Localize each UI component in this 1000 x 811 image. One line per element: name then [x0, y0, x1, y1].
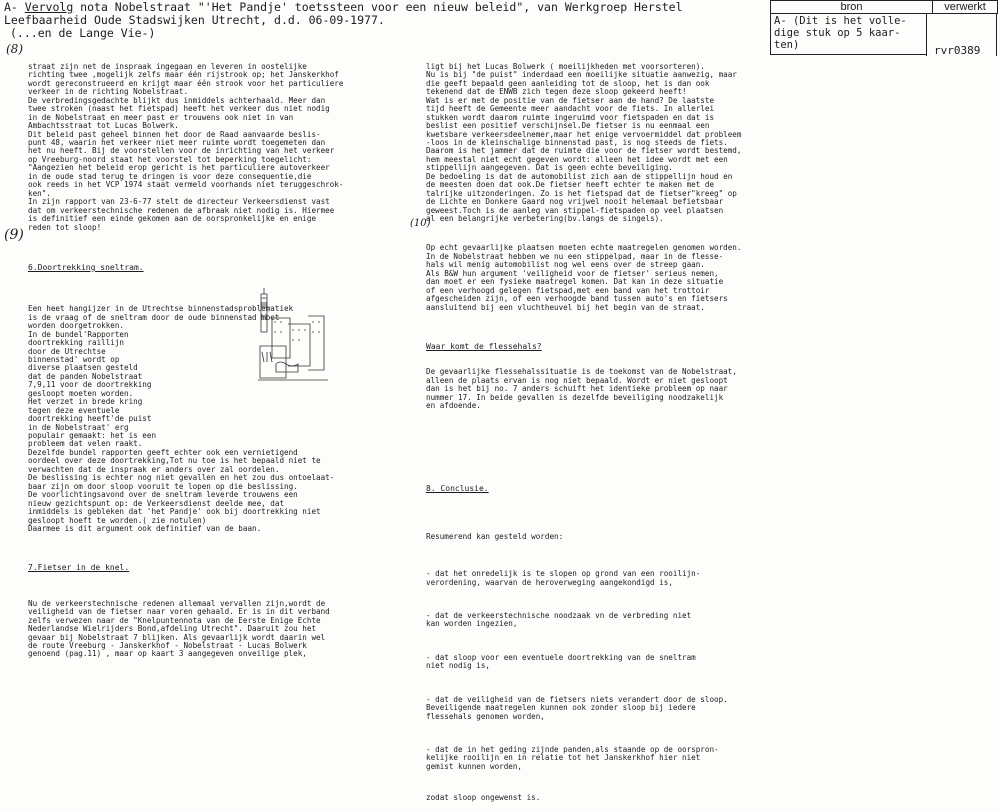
heading-flessehals: Waar komt de flessehals?	[426, 341, 542, 351]
right-column	[426, 46, 741, 811]
margin-note-10: (10)	[410, 218, 431, 229]
heading-conclusie: 8. Conclusie.	[426, 484, 489, 494]
dom-tower-sketch	[258, 288, 334, 384]
paragraph-resumerend: Resumerend kan gesteld worden:	[426, 531, 564, 541]
paragraph-sneltram: Een heet hangijzer in de Utrechtse binnenstadsproblematiek is de vraag of de sneltram door de oude binnenstad moet worden doorgetrokken. In de bundel'Rapporten doortrekking raillijn door de Utrechtse binnenstad' wordt op diverse plaatsen gesteld dat de panden Nobelstraat 7,9,11 voor de doortrekking gesloopt moeten worden. Het verzet in brede kring tegen deze eventuele doortrekking heeft'de puist in de Nobelstraat' erg populair gemaakt: het is een probleem dat velen raakt. Dezelfde bundel rapporten geeft echter ook een vernietigend oordeel over deze doortrekking,Tot nu toe is het bepaald niet te verwachten dat de inspraak er anders over zal oordelen. De beslissing is echter nog niet gevallen en het zou dus ontoelaat- baar zijn om door sloop vooruit te lopen op die beslissing. De voorlichtingsavond over de sneltram leverde trouwens een nieuw gezichtspunt op: de Verkeersdienst deelde mee, dat inmiddels is gebleken dat 'het Pandje' ook bij doortrekking niet gesloopt hoeft te worden.( zie notulen) Daarmee is dit argument ook definitief van de baan.	[28, 304, 335, 534]
conclusion-final: zodat sloop ongewenst is.	[426, 793, 541, 803]
paragraph-maatregelen: Op echt gevaarlijke plaatsen moeten echte maatregelen genomen worden. In de Nobelstraat hebben we nu een stippelpad, maar in de flesse- hals wil menig automobilist nog wel eens over de streep gaan. Als B&W hun argument 'veiligheid voor de fietser' serieus nemen, dan moet er een fysieke maatregel komen. Dat kan in deze situatie of een verhoogd gelegen fietspad,met een band van het trottoir afgescheiden zijn, of een verhoogde band tussen auto's en fietsers aansluitend bij een vluchtheuvel bij het begin van de straat.	[426, 243, 742, 312]
conclusion-bullet-1: - dat het onredelijk is te slopen op grond van een rooilijn- verordening, waarvan de heroverweging aangekondigd is,	[426, 569, 701, 587]
header-title: nota Nobelstraat "'Het Pandje' toetssteen voor een nieuw beleid", van Werkgroep Herstel	[73, 0, 683, 14]
verwerkt-label: verwerkt	[933, 1, 998, 14]
paragraph-flessehals: De gevaarlijke flessehalssituatie is de toekomst van de Nobelstraat, alleen de plaats ervan is nog niet bepaald. Wordt er niet gesloopt dan is het bij no. 7 anders schuift het identieke probleem op naar nummer 17. In beide gevallen is dezelfde beveiliging noodzakelijk en afdoende.	[426, 367, 737, 411]
margin-note-8: (8)	[6, 42, 23, 56]
conclusion-bullet-4: - dat de veiligheid van de fietsers niets verandert door de sloop. Beveiligende maatregelen kunnen ook zonder sloop bij iedere flessehals genomen worden,	[426, 694, 728, 721]
header-line-3: (...en de Lange Vie-)	[10, 26, 156, 40]
paragraph-fietser-vervolg: ligt bij het Lucas Bolwerk ( moeilijkheden met voorsorteren). Nu is bij "de puist" inderdaad een moeilijke situatie aanwezig, maar die geeft bepaald geen aanleiding tot de sloop, het is dan ook tekenend dat de ENWB zich tegen deze sloop gekeerd heeft! Wat is er met de positie van de fietser aan de hand? De laatste tijd heeft de Gemeente meer aandacht voor de fiets. In allerlei stukken wordt daarom ruimte ingeruimd voor fietspaden en dat is beslist een positief verschijnsel.De fietser is nu eenmaal een kwetsbare verkeersdeelnemer,maar het enige vervoermiddel dat probleem -loos in de kleinschalige binnenstad past, is nog steeds de fiets. Daarom is het jammer dat de ruimte die voor de fietser wordt bestemd, hem meestal niet echt gegeven wordt: alleen het idee wordt met een stippellijn aangegeven. Dat is geen echte beveiliging. De bedoeling is dat de automobilist zich aan de stippellijn houd en de meesten doen dat ook.De fietser heeft echter te maken met de talrijke uitzonderingen. Zo is het fietspad dat de fietser"kreeg" op de Lichte en Donkere Gaard nog vrijwel nooit helemaal befietsbaar geweest.Toch is de aanleg van stippel-fietspaden op veel plaatsen al een belangrijke verbetering(bv.langs de singels).	[426, 61, 742, 224]
paragraph-fietser: Nu de verkeerstechnische redenen allemaal vervallen zijn,wordt de veiligheid van de fietser naar voren gehaald. Er is in dit verband zelfs verwezen naar de "Knelpuntennota van de Eerste Enige Echte Nederlandse Wielrijders Bond,afdeling Utrecht". Daaruit zou het gevaar bij Nobelstraat 7 blijken. Als gevaarlijk wordt daarin wel de route Vreeburg - Janskerkhof - Nobelstraat - Lucas Bolwerk genoend (pag.11) , maar op kaart 3 aangegeven onveilige plek,	[28, 598, 330, 659]
archive-code: rvr0389	[934, 44, 981, 57]
meta-divider-right	[996, 14, 997, 56]
heading-sneltram: 6.Doortrekking sneltram.	[28, 262, 144, 272]
document-header	[4, 1, 683, 40]
meta-table	[770, 0, 998, 14]
heading-fietser: 7.Fietser in de knel.	[28, 563, 130, 573]
header-vervolg: Vervolg	[24, 0, 74, 14]
conclusion-bullet-3: - dat sloop voor een eventuele doortrekking van de sneltram niet nodig is,	[426, 652, 696, 671]
header-line-1: A- Vervolg nota Nobelstraat "'Het Pandje' toetssteen voor een nieuw beleid", van Werkgroep Herstel	[4, 0, 683, 14]
conclusion-bullet-2: - dat de verkeerstechnische noodzaak vn de verbreding niet kan worden ingezien,	[426, 611, 692, 629]
header-line-2: Leefbaarheid Oude Stadswijken Utrecht, d.d. 06-09-1977.	[4, 13, 385, 27]
bron-label: bron	[771, 1, 933, 14]
margin-note-9: (9)	[4, 227, 24, 243]
conclusion-bullet-5: - dat de in het geding zijnde panden,als staande op de oorspron- kelijke rooilijn en in relatie tot het Janskerkhof hier niet gemist kunnen worden,	[426, 744, 719, 771]
bron-note: A- (Dit is het volle- dige stuk op 5 kaar- ten)	[770, 14, 927, 55]
paragraph-verbreding: straat zijn net de inspraak ingegaan en leveren in oostelijke richting twee ,mogelijk zelfs maar één rijstrook op; het Janskerkhof wordt gereconstrueerd en krijgt maar één strook voor het particuliere verkeer in de richting Nobelstraat. De verbredingsgedachte blijkt dus inmiddels achterhaald. Meer dan twee stroken (naast het fietspad) heeft het verkeer dus niet nodig in de Nobelstraat en meer past er trouwens ook niet in van Ambachtsstraat tot Lucas Bolwerk. Dit beleid past geheel binnen het door de Raad aanvaarde beslis- punt 48, waarin het verkeer niet meer ruimte wordt toegemeten dan het nu heeft. Bij de voorstellen voor de inrichting van het verkeer op Vreeburg-noord staat het voorstel tot beperking toegelicht: "Aangezien het beleid erop gericht is het particuliere autoverkeer in de oude stad terug te dringen is voor deze consequentie,die ook reeds in het VCP 1974 staat vermeld voorhands niet teruggeschrok- ken". In zijn rapport van 23-6-77 stelt de directeur Verkeersdienst vast dat om verkeerstechnische redenen de afbraak niet nodig is. Hiermee is definitief een einde gekomen aan de oorspronkelijke en enige reden tot sloop!	[28, 61, 344, 232]
meta-divider	[926, 14, 927, 56]
